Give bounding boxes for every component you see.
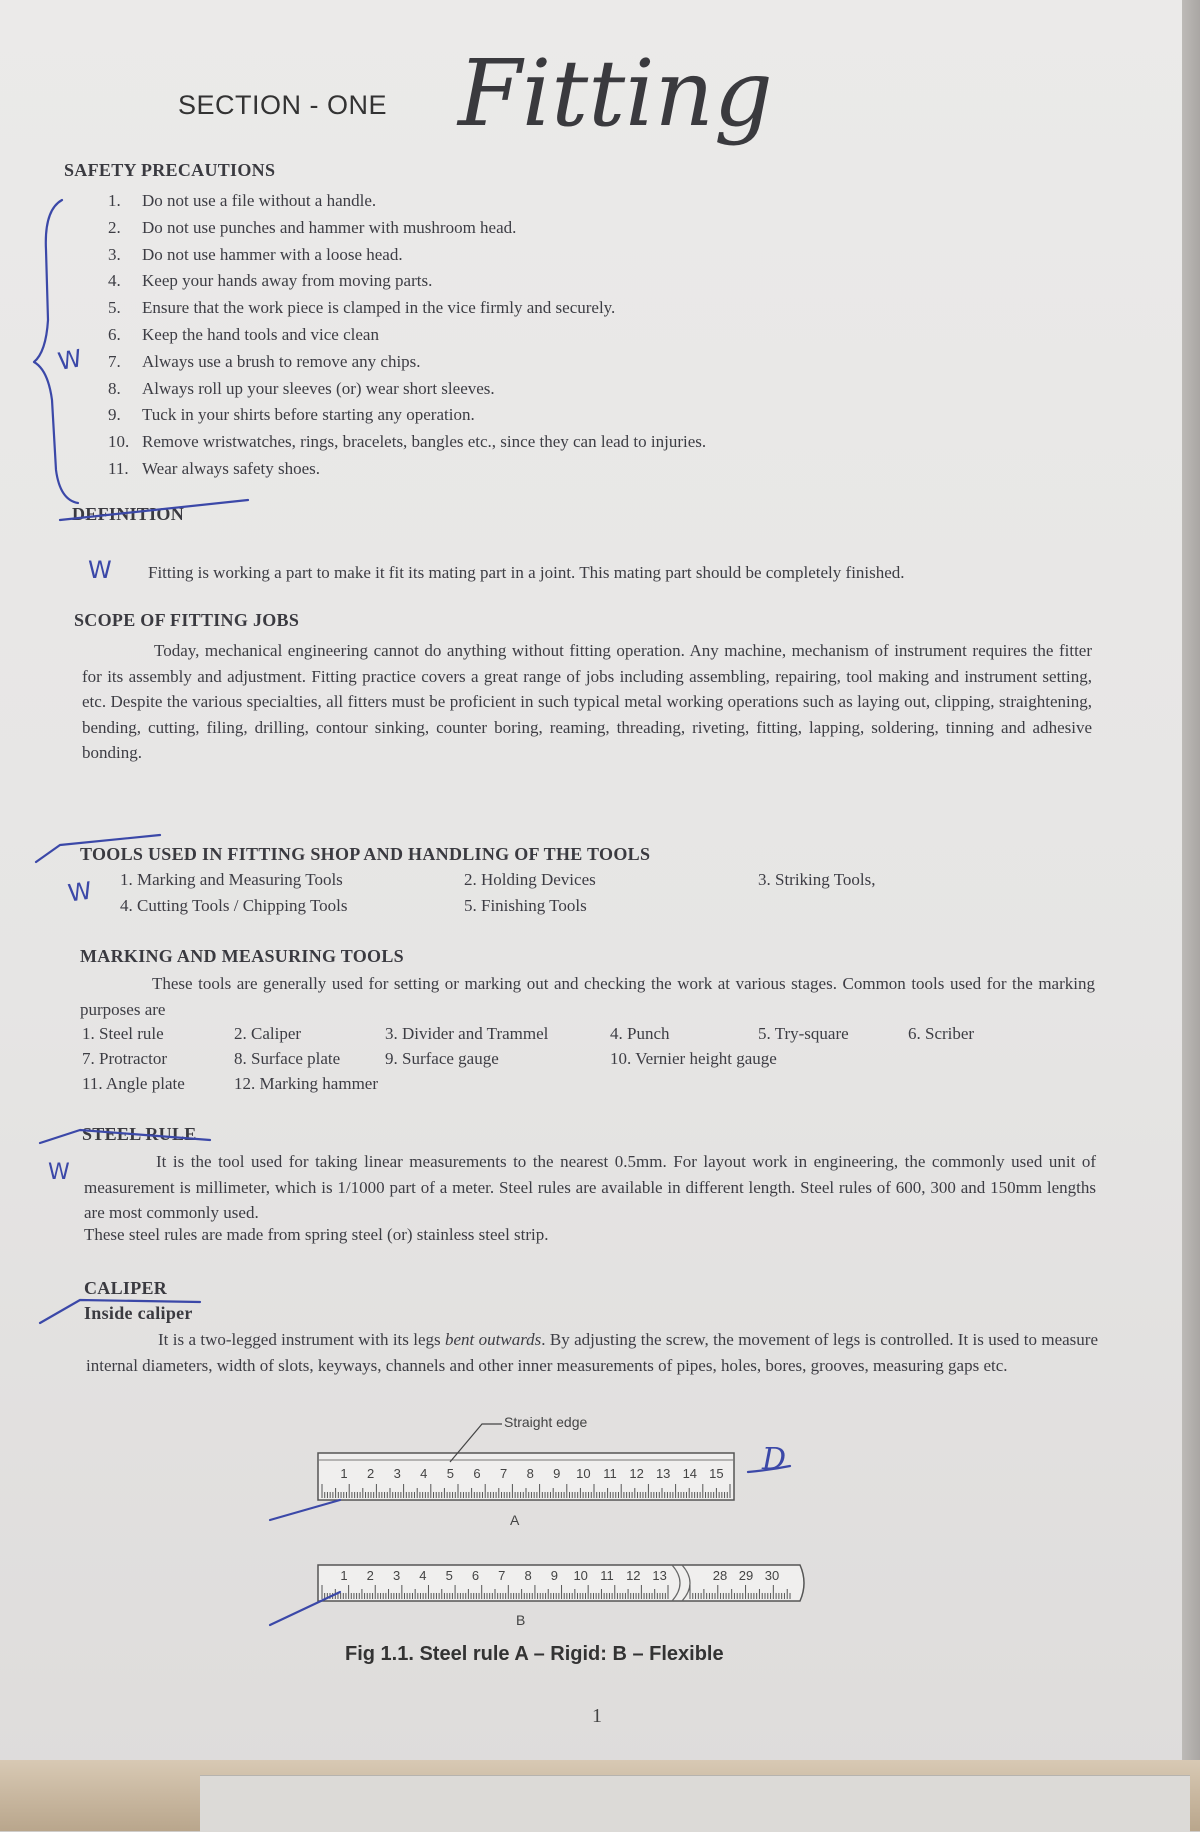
ruler-number: 28 (712, 1568, 728, 1583)
straight-edge-label: Straight edge (504, 1414, 588, 1430)
ruler-number: 29 (738, 1568, 754, 1583)
handwritten-mark: W (48, 1160, 70, 1185)
tools-item-5: 5. Finishing Tools (464, 896, 587, 915)
marking-item: 10. Vernier height gauge (610, 1049, 777, 1068)
handwritten-mark: D (762, 1442, 787, 1477)
safety-heading: SAFETY PRECAUTIONS (64, 160, 276, 180)
ruler-number: 7 (498, 1568, 506, 1583)
ruler-number: 9 (553, 1466, 561, 1481)
steel-rule-paragraph: It is the tool used for taking linear measurements to the nearest 0.5mm. For layout work in engineering, the commonly used unit of measurement is millimeter, which is 1/1000 part of a meter. Steel rules are available in different length. Steel rules of 600, 300 and 150mm lengths are most commonly used. (84, 1152, 1096, 1222)
marking-item: 11. Angle plate (82, 1074, 185, 1093)
marking-heading: MARKING AND MEASURING TOOLS (80, 946, 404, 966)
ink-pointer (270, 1592, 340, 1625)
definition-text: Fitting is working a part to make it fit its mating part in a joint. This mating part should be completely finished. (148, 563, 905, 582)
figure-label-a: A (510, 1512, 520, 1528)
list-item: 3. Do not use hammer with a loose head. (108, 244, 403, 264)
page-number: 1 (592, 1705, 602, 1727)
ruler-number: 6 (473, 1466, 481, 1481)
figure-caption: Fig 1.1. Steel rule A – Rigid: B – Flexible (345, 1643, 724, 1665)
tools-item-2: 2. Holding Devices (464, 870, 596, 889)
ink-underline (40, 1300, 200, 1323)
page-title: Fitting (458, 40, 773, 147)
marking-item: 5. Try-square (758, 1024, 849, 1043)
list-item: 11. Wear always safety shoes. (108, 458, 321, 478)
ruler-number: 12 (629, 1466, 644, 1481)
flexible-steel-rule (318, 1565, 804, 1601)
steel-rule-heading: STEEL RULE (82, 1124, 197, 1144)
steel-rule-material: These steel rules are made from spring steel (or) stainless steel strip. (84, 1225, 549, 1244)
list-item: 6. Keep the hand tools and vice clean (108, 324, 379, 344)
section-label: SECTION - ONE (178, 90, 388, 120)
tools-item-3: 3. Striking Tools, (758, 870, 876, 889)
tools-item-4: 4. Cutting Tools / Chipping Tools (120, 896, 348, 915)
marking-item: 7. Protractor (82, 1049, 167, 1068)
inside-caliper-subheading: Inside caliper (84, 1303, 193, 1323)
ruler-number: 11 (603, 1466, 617, 1481)
tools-heading: TOOLS USED IN FITTING SHOP AND HANDLING OF THE TOOLS (80, 844, 651, 864)
list-item: 1. Do not use a file without a handle. (108, 191, 377, 210)
figure-label-b: B (516, 1612, 526, 1628)
ruler-number: 12 (626, 1568, 641, 1583)
marking-item: 2. Caliper (234, 1024, 302, 1043)
ruler-number: 2 (366, 1568, 374, 1583)
ruler-number: 8 (524, 1568, 532, 1583)
handwritten-mark: W (88, 556, 112, 584)
ruler-number: 5 (446, 1466, 455, 1481)
ruler-number: 4 (420, 1466, 428, 1481)
list-item: 9. Tuck in your shirts before starting any operation. (108, 405, 475, 425)
caliper-paragraph: It is a two-legged instrument with its legs bent outwards. By adjusting the screw, the movement of legs is controlled. It is used to measure internal diameters, width of slots, keyways, channels and other inner measurements of pipes, holes, bores, grooves, measuring gaps etc. (86, 1330, 1098, 1375)
page-edge (1182, 0, 1200, 1831)
scope-paragraph: Today, mechanical engineering cannot do anything without fitting operation. Any machine, mechanism of instrument requires the fitter for its assembly and adjustment. Fitting practice covers a great range of jobs including assembling, repairing, tool making and instrument setting, etc. Despite the various specialties, all fitters must be proficient in such typical metal working operations such as laying out, clipping, straightening, bending, cutting, filing, drilling, contour sinking, counter boring, reaming, threading, riveting, fitting, lapping, soldering, tinning and adhesive bonding. (82, 641, 1092, 762)
marking-item: 3. Divider and Trammel (385, 1024, 549, 1043)
ruler-number: 13 (652, 1568, 667, 1583)
ink-underline (60, 500, 248, 520)
ruler-number: 5 (445, 1568, 453, 1583)
ruler-number: 15 (709, 1466, 724, 1481)
list-item: 4. Keep your hands away from moving parts. (108, 271, 433, 291)
ruler-number: 4 (419, 1568, 427, 1583)
handwritten-mark: W (55, 344, 84, 376)
list-item: 8. Always roll up your sleeves (or) wear short sleeves. (108, 378, 495, 398)
ink-arrow (36, 835, 160, 862)
list-item: 10. Remove wristwatches, rings, bracelets, bangles etc., since they can lead to injuries. (108, 432, 707, 452)
ruler-number: 8 (526, 1466, 534, 1481)
ruler-number: 3 (393, 1466, 401, 1481)
marking-item: 6. Scriber (908, 1024, 975, 1043)
handwritten-mark: W (66, 876, 94, 908)
marking-item: 4. Punch (610, 1024, 670, 1043)
ruler-number: 10 (573, 1568, 588, 1583)
ruler-number: 10 (576, 1466, 591, 1481)
marking-item: 9. Surface gauge (385, 1049, 499, 1068)
ruler-number: 14 (682, 1466, 698, 1481)
ink-underline (40, 1130, 210, 1143)
ruler-number: 7 (499, 1466, 508, 1481)
marking-paragraph: These tools are generally used for setting or marking out and checking the work at various stages. Common tools used for the marking purposes are (80, 974, 1095, 1019)
ruler-number: 6 (471, 1568, 480, 1583)
list-item: 5. Ensure that the work piece is clamped in the vice firmly and securely. (108, 298, 616, 318)
marking-item: 12. Marking hammer (234, 1074, 378, 1093)
ruler-number: 1 (340, 1568, 348, 1583)
marking-item: 1. Steel rule (82, 1024, 164, 1043)
scope-heading: SCOPE OF FITTING JOBS (74, 610, 300, 630)
rigid-steel-rule (318, 1453, 734, 1500)
ruler-number: 9 (550, 1568, 559, 1583)
tools-item-1: 1. Marking and Measuring Tools (120, 870, 343, 889)
caliper-heading: CALIPER (84, 1278, 168, 1298)
ruler-number: 11 (600, 1568, 614, 1583)
ruler-number: 13 (655, 1466, 671, 1481)
marking-item: 8. Surface plate (234, 1049, 341, 1068)
list-item: 2. Do not use punches and hammer with mushroom head. (108, 217, 517, 237)
ruler-number: 30 (764, 1568, 780, 1583)
list-item: 7. Always use a brush to remove any chips. (108, 351, 421, 371)
ruler-number: 3 (392, 1568, 401, 1583)
ink-pointer (270, 1500, 340, 1520)
definition-heading: DEFINITION (72, 504, 185, 524)
ruler-number: 2 (366, 1466, 375, 1481)
ruler-number: 1 (340, 1466, 348, 1481)
